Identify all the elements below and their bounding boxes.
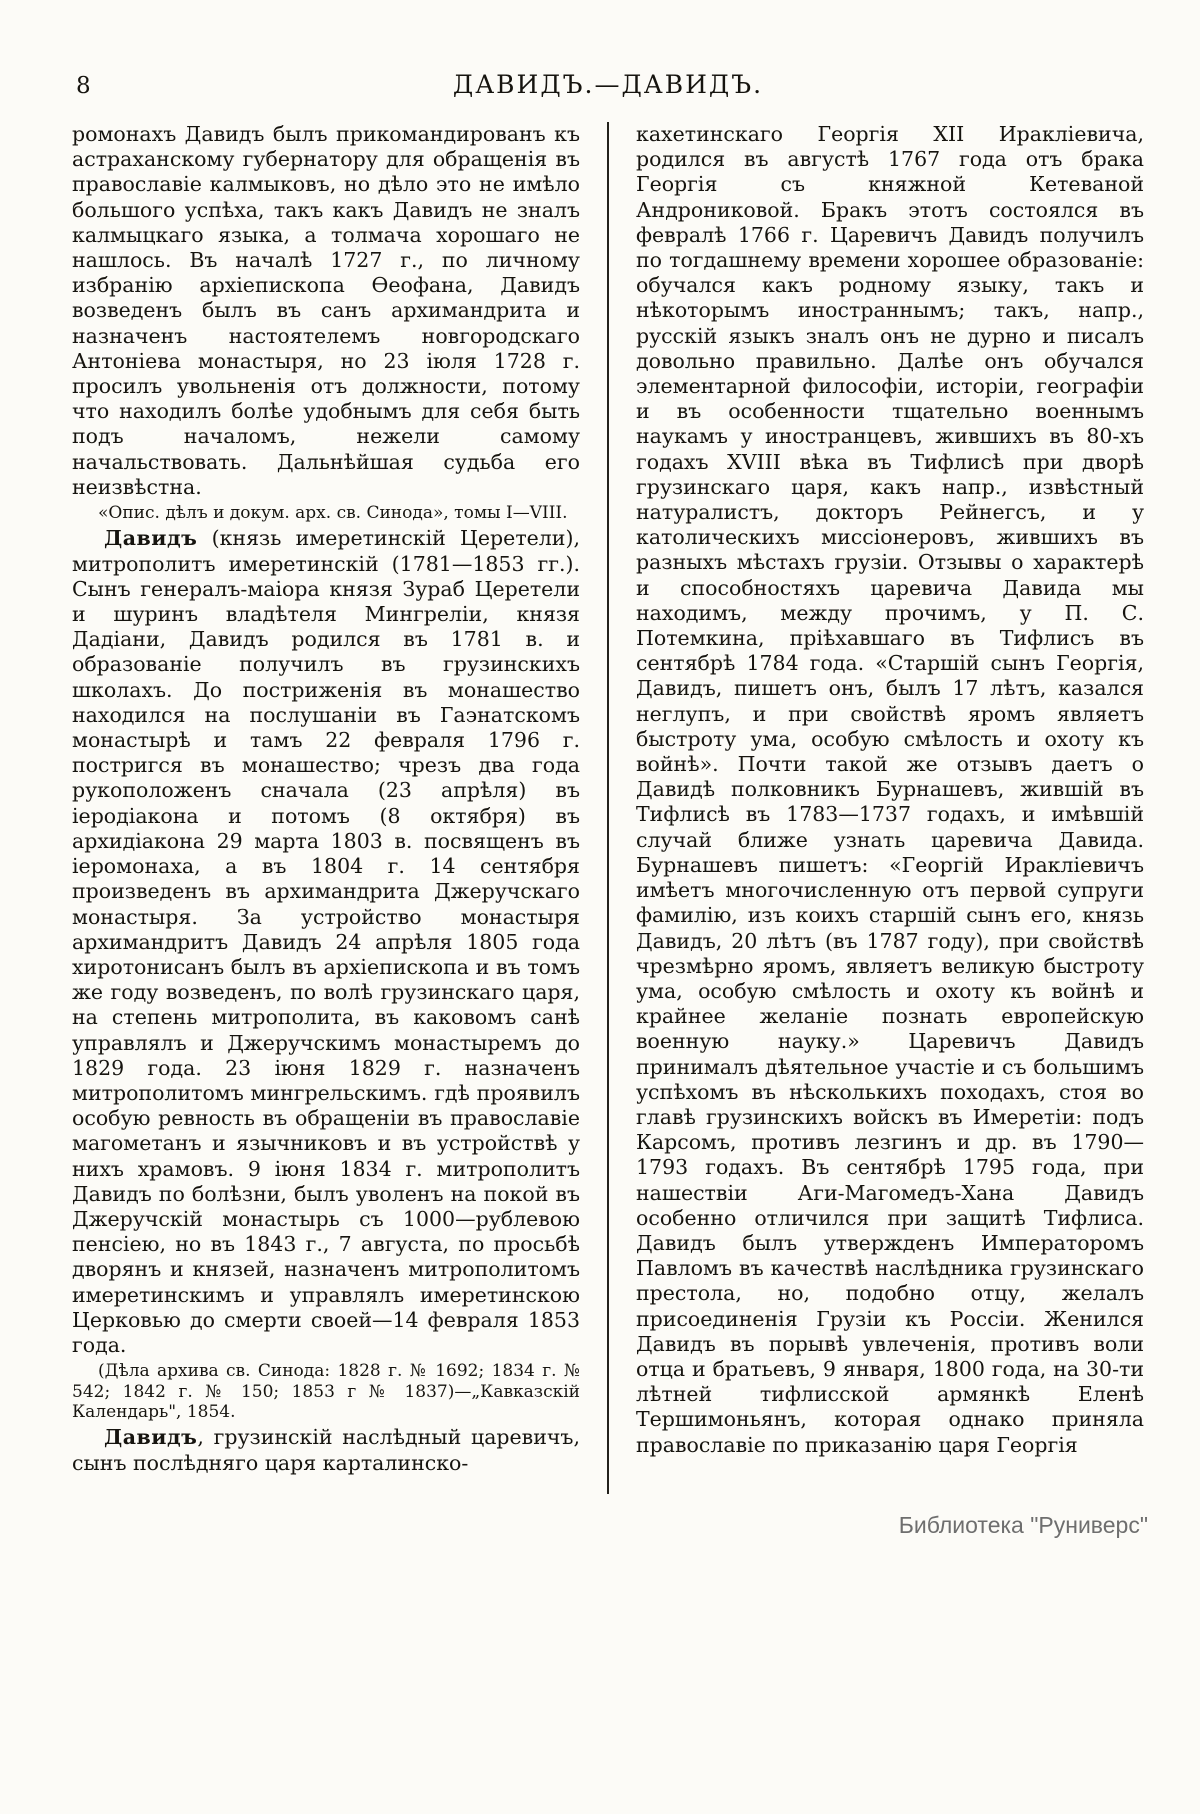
- page-number: 8: [76, 73, 91, 99]
- page-header: [72, 70, 1144, 106]
- entry-headword: Давидъ: [104, 1425, 198, 1450]
- running-title: ДАВИДЪ.—ДАВИДЪ.: [452, 70, 764, 99]
- column-divider: [607, 122, 609, 1494]
- text-columns: [72, 122, 1144, 1494]
- library-watermark: Библиотека "Руниверс": [898, 1512, 1148, 1538]
- paragraph-text: «Опис. дѣлъ и докум. арх. св. Синода», томы I—VIII.: [98, 503, 568, 524]
- body-text-paragraph: [636, 122, 1144, 1458]
- paragraph-text: (Дѣла архива св. Синода: 1828 г. № 1692; 1834 г. № 542; 1842 г. № 150; 1853 г № 1837)—„Кавказскій Календарь", 1854.: [72, 1361, 580, 1422]
- dictionary-entry-paragraph: [72, 1425, 580, 1475]
- source-reference-note: [72, 503, 580, 523]
- paragraph-text: , грузинскій наслѣдный царевичъ, сынъ послѣдняго царя карталинско-: [72, 1425, 580, 1475]
- body-text-paragraph: [72, 122, 580, 500]
- left-column: [72, 122, 580, 1494]
- source-reference-note: [72, 1361, 580, 1422]
- dictionary-entry-paragraph: [72, 526, 580, 1358]
- right-column: [636, 122, 1144, 1494]
- entry-headword: Давидъ: [104, 526, 198, 551]
- paragraph-text: (князь имеретинскій Церетели), митрополитъ имеретинскій (1781—1853 гг.). Сынъ генералъ-маіора князя Зураб Церетели и шуринъ владѣтеля Мингреліи, князя Дадіани, Давидъ родился въ 1781 в. и образованіе получилъ въ грузинскихъ школахъ. До постриженія въ монашество находился на послушаніи въ Гаэнатскомъ монастырѣ и тамъ 22 февраля 1796 г. постригся въ монашество; чрезъ два года рукоположенъ сначала (23 апрѣля) въ іеродіакона и потомъ (8 октября) въ архидіакона 29 марта 1803 в. посвященъ въ іеромонаха, а въ 1804 г. 14 сентября произведенъ въ архимандрита Джеручскаго монастыря. За устройство монастыря архимандритъ Давидъ 24 апрѣля 1805 года хиротонисанъ былъ въ архіепископа и въ томъ же году возведенъ, по волѣ грузинскаго царя, на степень митрополита, въ каковомъ санѣ управлялъ и Джеручскимъ монастыремъ до 1829 года. 23 іюня 1829 г. назначенъ митрополитомъ мингрельскимъ. гдѣ проявилъ особую ревность въ обращеніи въ православіе магометанъ и язычниковъ и въ устройствѣ у нихъ храмовъ. 9 іюня 1834 г. митрополитъ Давидъ по болѣзни, былъ уволенъ на покой въ Джеручскій монастырь съ 1000—рублевою пенсіею, но въ 1843 г., 7 августа, по просьбѣ дворянъ и князей, назначенъ митрополитомъ имеретинскимъ и управлялъ имеретинскою Церковью до смерти своей—14 февраля 1853 года.: [72, 526, 580, 1357]
- paragraph-text: кахетинскаго Георгія XII Иракліевича, родился въ августѣ 1767 года отъ брака Георгія съ княжной Кетеваной Андрониковой. Бракъ этотъ состоялся въ февралѣ 1766 г. Царевичъ Давидъ получилъ по тогдашнему времени хорошее образованіе: обучался какъ родному языку, такъ и нѣкоторымъ иностраннымъ; такъ, напр., русскій языкъ зналъ онъ не дурно и писалъ довольно правильно. Далѣе онъ обучался элементарной философіи, исторіи, географіи и въ особенности тщательно военнымъ наукамъ у иностранцевъ, жившихъ въ 80-хъ годахъ XVIII вѣка въ Тифлисѣ при дворѣ грузинскаго царя, какъ напр., извѣстный натуралистъ, докторъ Рейнегсъ, и у католическихъ миссіонеровъ, жившихъ въ разныхъ мѣстахъ грузіи. Отзывы о характерѣ и способностяхъ царевича Давида мы находимъ, между прочимъ, у П. С. Потемкина, пріѣхавшаго въ Тифлисъ въ сентябрѣ 1784 года. «Старшій сынъ Георгія, Давидъ, пишетъ онъ, былъ 17 лѣтъ, казался неглупъ, и при свойствѣ яромъ являетъ быстроту ума, особую смѣлость и охоту къ войнѣ». Почти такой же отзывъ даетъ о Давидѣ полковникъ Бурнашевъ, жившій въ Тифлисѣ въ 1783—1737 годахъ, и имѣвшій случай ближе узнать царевича Давида. Бурнашевъ пишетъ: «Георгій Иракліевичъ имѣетъ многочисленную отъ первой супруги фамилію, изъ коихъ старшій сынъ его, князь Давидъ, 20 лѣтъ (въ 1787 году), при свойствѣ чрезмѣрно яромъ, являетъ великую быстроту ума, особую смѣлость и охоту къ войнѣ и крайнее желаніе познать европейскую военную науку.» Царевичъ Давидъ принималъ дѣятельное участіе и съ большимъ успѣхомъ въ нѣсколькихъ походахъ, стоя во главѣ грузинскихъ войскъ въ Имеретіи: подъ Карсомъ, противъ лезгинъ и др. въ 1790—1793 годахъ. Въ сентябрѣ 1795 года, при нашествіи Аги-Магомедъ-Хана Давидъ особенно отличился при защитѣ Тифлиса. Давидъ былъ утвержденъ Императоромъ Павломъ въ качествѣ наслѣдника грузинскаго престола, но, подобно отцу, желалъ присоединенія Грузіи къ Россіи. Женился Давидъ въ порывѣ увлеченія, противъ воли отца и братьевъ, 9 января, 1800 года, на 30-ти лѣтней тифлисской армянкѣ Еленѣ Тершимоньянъ, которая однако приняла православіе по приказанію царя Георгія: [636, 122, 1144, 1457]
- paragraph-text: ромонахъ Давидъ былъ прикомандированъ къ астраханскому губернатору для обращенія въ православіе калмыковъ, но дѣло это не имѣло большого успѣха, такъ какъ Давидъ не зналъ калмыцкаго языка, а толмача хорошаго не нашлось. Въ началѣ 1727 г., по личному избранію архіепископа Ѳеофана, Давидъ возведенъ былъ въ санъ архимандрита и назначенъ настоятелемъ новгородскаго Антоніева монастыря, но 23 іюля 1728 г. просилъ увольненія отъ должности, потому что находилъ болѣе удобнымъ для себя быть подъ началомъ, нежели самому начальствовать. Дальнѣйшая судьба его неизвѣстна.: [72, 122, 580, 499]
